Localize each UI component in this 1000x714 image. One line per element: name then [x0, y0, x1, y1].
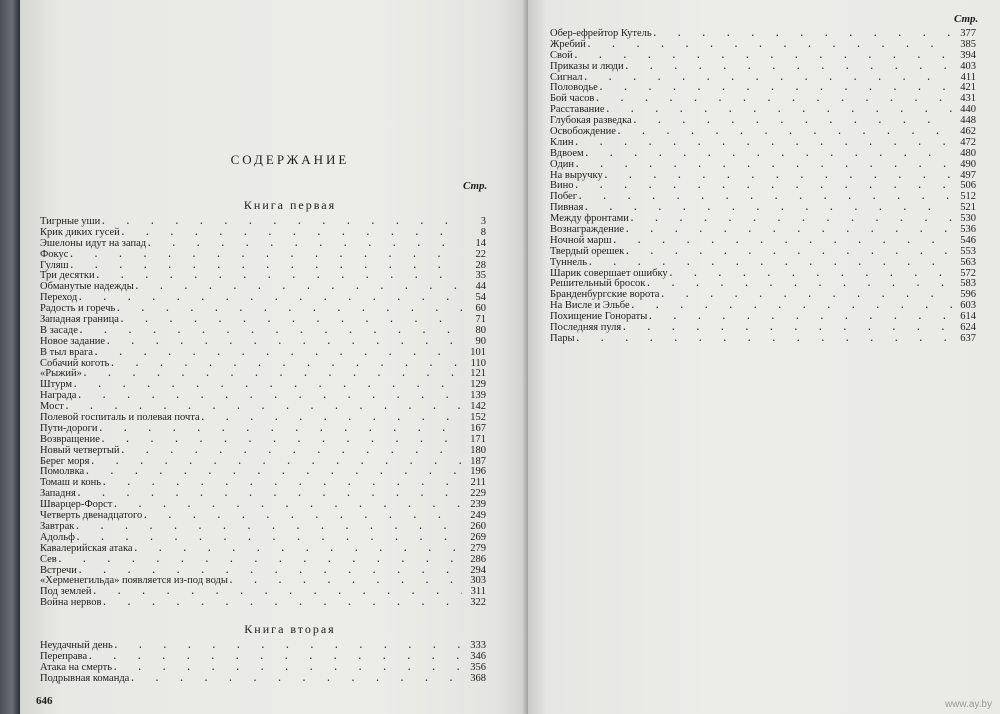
toc-entry-title: Неудачный день [40, 640, 113, 651]
toc-entry [550, 191, 976, 202]
toc-entry-page: 572 [960, 267, 976, 279]
toc-entry-title: Фокус [40, 248, 69, 260]
toc-entry [550, 235, 976, 246]
toc-entry-title: Вино [550, 180, 574, 192]
toc-leader-dots [93, 586, 462, 597]
toc-entry-page: 269 [470, 531, 486, 543]
toc-entry-page: 546 [960, 234, 976, 246]
toc-entry-title: Новый четвертый [40, 444, 120, 456]
toc-entry-title: Шарик совершает ошибку [550, 267, 668, 279]
toc-entry [40, 325, 486, 336]
toc-entry [40, 456, 486, 467]
toc-entry-title: Тигрные уши [40, 216, 101, 227]
toc-entry-page: 411 [960, 71, 976, 83]
toc-entry-page: 462 [960, 126, 976, 138]
toc-leader-dots [585, 202, 952, 213]
toc-entry [40, 597, 486, 608]
toc-leader-dots [634, 115, 952, 126]
toc-entry-page: 286 [470, 553, 486, 565]
toc-entry-page: 448 [960, 115, 976, 127]
toc-entry-title: Жребий [550, 38, 586, 50]
toc-leader-dots [115, 640, 462, 651]
toc-entry [40, 543, 486, 554]
toc-entry-title: Между фронтами [550, 213, 629, 225]
toc-entry-title: Под землей [40, 586, 92, 598]
toc-entry [40, 216, 486, 227]
toc-entry-page: 385 [960, 38, 976, 50]
toc-leader-dots [670, 268, 952, 279]
toc-leader-dots [111, 358, 462, 369]
toc-leader-dots [626, 224, 952, 235]
toc-entry-page: 60 [475, 303, 486, 315]
toc-entry-title: Шварцер-Форст [40, 499, 113, 511]
book-cover-edge [0, 0, 20, 714]
toc-leader-dots [84, 368, 462, 379]
toc-entry-title: Свой [550, 49, 573, 61]
toc-entry-title: Три десятки [40, 270, 95, 282]
toc-leader-dots [576, 180, 953, 191]
toc-entry [40, 336, 486, 347]
toc-entry-page: 90 [475, 335, 486, 347]
toc-leader-dots [59, 554, 462, 565]
toc-entry-page: 142 [470, 401, 486, 413]
toc-entry-title: Пивная [550, 202, 584, 214]
toc-leader-dots [103, 597, 462, 608]
toc-entry-title: Ночной марш [550, 234, 612, 246]
toc-entry-title: Возвращение [40, 433, 100, 445]
toc-leader-dots [79, 292, 462, 303]
toc-entry-page: 54 [475, 292, 486, 304]
toc-entry-page: 167 [470, 422, 486, 434]
toc-entry-title: Клин [550, 136, 574, 148]
toc-entry-title: Бранденбургские ворота [550, 289, 660, 301]
toc-leader-dots [626, 61, 952, 72]
toc-entry-page: 637 [960, 332, 976, 344]
toc-entry-title: Мост [40, 401, 64, 413]
toc-entry-title: В тыл врага [40, 346, 93, 358]
toc-leader-dots [589, 257, 952, 268]
toc-entry-page: 187 [470, 455, 486, 467]
toc-entry-page: 249 [470, 510, 486, 522]
toc-leader-dots [631, 213, 952, 224]
toc-entry-title: Помолвка [40, 466, 85, 478]
toc-entry [40, 673, 486, 684]
toc-entry [550, 213, 976, 224]
toc-leader-dots [103, 477, 462, 488]
toc-entry-page: 403 [960, 60, 976, 72]
toc-entry [550, 289, 976, 300]
toc-entry-title: Половодье [550, 82, 598, 94]
toc-entry-title: Новое задание [40, 335, 106, 347]
toc-entry-title: Гуляш [40, 259, 69, 271]
toc-leader-dots [80, 325, 462, 336]
toc-entry-title: Радость и горечь [40, 303, 116, 315]
toc-entry-page: 431 [960, 93, 976, 105]
toc-leader-dots [117, 303, 462, 314]
toc-leader-dots [121, 314, 462, 325]
toc-entry-title: Переход [40, 292, 78, 304]
toc-entry [40, 466, 486, 477]
toc-entry [550, 159, 976, 170]
toc-leader-dots [114, 662, 462, 673]
toc-entry [550, 72, 976, 83]
toc-entry-title: Переправа [40, 650, 88, 662]
toc-entry [40, 379, 486, 390]
toc-entry [40, 499, 486, 510]
toc-entry [40, 368, 486, 379]
toc-entry [550, 93, 976, 104]
toc-entry-title: Полевой госпиталь и полевая почта [40, 412, 200, 424]
toc-entry [40, 445, 486, 456]
page-column-label-right: Стр. [954, 13, 979, 25]
toc-entry-title: На Висле и Эльбе [550, 300, 630, 312]
toc-leader-dots [92, 456, 462, 467]
toc-leader-dots [102, 216, 462, 227]
toc-leader-dots [588, 39, 952, 50]
toc-entry-title: Встречи [40, 564, 77, 576]
toc-entry-title: «Херменегильда» появляется из-под воды [40, 575, 228, 587]
toc-entry [550, 39, 976, 50]
left-page [20, 0, 528, 714]
toc-leader-dots [202, 412, 462, 423]
toc-entry [550, 333, 976, 344]
toc-leader-dots [136, 281, 462, 292]
toc-entry [40, 434, 486, 445]
toc-leader-dots [77, 532, 462, 543]
toc-entry-title: Глубокая разведка [550, 115, 632, 127]
toc-leader-dots [623, 322, 952, 333]
toc-entry-title: Четверть двенадцатого [40, 510, 143, 522]
toc-leader-dots [626, 246, 952, 257]
toc-entry-page: 322 [470, 597, 486, 609]
toc-entry [550, 137, 976, 148]
toc-entry [550, 224, 976, 235]
toc-entry-title: Обманутые надежды [40, 281, 134, 293]
toc-entry-page: 472 [960, 136, 976, 148]
toc-entry-title: Освобождение [550, 126, 616, 138]
toc-entry-title: Западня [40, 488, 76, 500]
toc-entry [550, 202, 976, 213]
page-number: 646 [36, 695, 53, 707]
toc-entry-page: 14 [475, 237, 486, 249]
toc-entry-page: 80 [475, 324, 486, 336]
toc-leader-dots [95, 347, 462, 358]
toc-entry-title: Вознаграждение [550, 224, 625, 236]
toc-entry [40, 260, 486, 271]
toc-entry-page: 506 [960, 180, 976, 192]
toc-entry-page: 44 [475, 281, 486, 293]
watermark-text: www.ay.by [944, 699, 992, 710]
toc-leader-dots [575, 137, 952, 148]
toc-entry [40, 662, 486, 673]
toc-leader-dots [576, 159, 952, 170]
toc-entry-page: 394 [960, 49, 976, 61]
toc-entry [40, 401, 486, 412]
toc-leader-dots [647, 278, 952, 289]
toc-entry-title: В засаде [40, 324, 78, 336]
toc-entry-title: Завтрак [40, 520, 75, 532]
toc-leader-dots [114, 499, 462, 510]
toc-entry-title: Кавалерийская атака [40, 542, 133, 554]
toc-entry [40, 488, 486, 499]
toc-entry [550, 126, 976, 137]
toc-entry [40, 423, 486, 434]
toc-leader-dots [89, 651, 462, 662]
toc-entry-title: Берег моря [40, 455, 90, 467]
toc-entry-page: 356 [470, 661, 486, 673]
toc-leader-dots [614, 235, 952, 246]
right-page [528, 0, 1000, 714]
toc-entry-page: 180 [470, 444, 486, 456]
toc-entry-page: 196 [470, 466, 486, 478]
toc-entry-page: 22 [475, 248, 486, 260]
toc-leader-dots [107, 336, 462, 347]
toc-entry-page: 139 [470, 390, 486, 402]
toc-entry [40, 640, 486, 651]
toc-entry-page: 377 [960, 28, 976, 39]
toc-entry-title: Сигнал [550, 71, 583, 83]
toc-leader-dots [78, 390, 462, 401]
toc-entry [40, 532, 486, 543]
toc-entry-title: Пары [550, 332, 575, 344]
toc-leader-dots [66, 401, 462, 412]
toc-leader-dots [605, 170, 952, 181]
toc-entry-page: 229 [470, 488, 486, 500]
toc-entry-page: 121 [470, 368, 486, 380]
toc-entry-page: 211 [470, 477, 486, 489]
toc-entry [40, 651, 486, 662]
toc-entry-page: 129 [470, 379, 486, 391]
toc-leader-dots [78, 488, 462, 499]
contents-title: СОДЕРЖАНИЕ [230, 152, 350, 167]
toc-leader-dots [79, 565, 462, 576]
toc-entry-page: 480 [960, 147, 976, 159]
toc-entry [550, 28, 976, 39]
toc-leader-dots [654, 28, 952, 39]
toc-leader-dots [71, 260, 462, 271]
toc-leader-dots [586, 148, 952, 159]
toc-entry-page: 368 [470, 672, 486, 684]
toc-entry [40, 477, 486, 488]
toc-entry-title: На выручку [550, 169, 603, 181]
toc-entry-title: Эшелоны идут на запад [40, 237, 147, 249]
toc-entry-title: Вдвоем [550, 147, 584, 159]
toc-entry [40, 565, 486, 576]
toc-leader-dots [148, 238, 462, 249]
toc-entry [40, 314, 486, 325]
toc-entry-title: Награда [40, 390, 77, 402]
toc-leader-dots [100, 423, 462, 434]
toc-entry-title: Последняя пуля [550, 322, 622, 334]
toc-entry-title: Сев [40, 553, 57, 565]
toc-entry-page: 563 [960, 256, 976, 268]
toc-entry-page: 624 [960, 322, 976, 334]
toc-entry-title: Туннель [550, 256, 588, 268]
toc-entry-page: 346 [470, 650, 486, 662]
toc-entry-page: 490 [960, 158, 976, 170]
toc-entry-title: Похищение Гонораты [550, 311, 648, 323]
toc-entry-page: 8 [480, 226, 486, 238]
toc-entry [40, 412, 486, 423]
toc-entry-page: 3 [480, 216, 486, 227]
toc-entry-title: Один [550, 158, 575, 170]
toc-entry [40, 281, 486, 292]
toc-entry-title: Пути-дороги [40, 422, 98, 434]
toc-entry [40, 358, 486, 369]
toc-entry-title: Приказы и люди [550, 60, 624, 72]
toc-leader-dots [86, 466, 462, 477]
toc-entry-page: 614 [960, 311, 976, 323]
toc-leader-dots [607, 104, 952, 115]
toc-leader-dots [661, 289, 952, 300]
toc-entry-page: 152 [470, 412, 486, 424]
toc-entry [550, 246, 976, 257]
toc-entry-title: Западная граница [40, 314, 119, 326]
toc-entry [40, 521, 486, 532]
toc-entry-page: 521 [960, 202, 976, 214]
toc-entry-title: Побег [550, 191, 578, 203]
toc-entry-title: Крик диких гусей [40, 226, 120, 238]
toc-leader-dots [122, 445, 462, 456]
toc-entry-page: 171 [470, 433, 486, 445]
toc-leader-dots [144, 510, 462, 521]
toc-entry [40, 554, 486, 565]
toc-entry-page: 28 [475, 259, 486, 271]
toc-entry [550, 311, 976, 322]
toc-entry [550, 104, 976, 115]
toc-entry-page: 440 [960, 104, 976, 116]
toc-entry-title: Штурм [40, 379, 73, 391]
toc-leader-dots [579, 191, 952, 202]
toc-entry-page: 101 [470, 346, 486, 358]
toc-leader-dots [131, 673, 462, 684]
toc-entry-page: 71 [475, 314, 486, 326]
toc-entry-page: 536 [960, 224, 976, 236]
toc-entry-title: Адольф [40, 531, 75, 543]
toc-entry-title: Томаш и конь [40, 477, 102, 489]
toc-leader-dots [102, 434, 462, 445]
toc-entry [40, 390, 486, 401]
toc-entry [40, 227, 486, 238]
toc-entry [550, 50, 976, 61]
toc-entry-page: 512 [960, 191, 976, 203]
toc-entry [40, 249, 486, 260]
toc-entry-page: 497 [960, 169, 976, 181]
book2-heading: Книга вторая [244, 622, 336, 636]
toc-entry-page: 421 [960, 82, 976, 94]
toc-entry [550, 115, 976, 126]
toc-entry-title: Обер-ефрейтор Кутель [550, 28, 652, 39]
toc-entry-title: Твердый орешек [550, 245, 625, 257]
toc-entry-page: 279 [470, 542, 486, 554]
toc-entry-page: 583 [960, 278, 976, 290]
page-column-label: Стр. [463, 180, 488, 192]
toc-leader-dots [97, 270, 462, 281]
toc-entry-page: 596 [960, 289, 976, 301]
toc-entry-title: Атака на смерть [40, 661, 113, 673]
toc-entry [40, 292, 486, 303]
toc-entry-page: 333 [470, 640, 486, 651]
toc-leader-dots [76, 521, 462, 532]
right-toc-list [550, 28, 976, 344]
toc-entry [40, 510, 486, 521]
toc-entry [550, 180, 976, 191]
toc-entry-title: Решительный бросок [550, 278, 646, 290]
toc-entry-title: Бой часов [550, 93, 595, 105]
toc-leader-dots [74, 379, 462, 390]
toc-leader-dots [618, 126, 952, 137]
toc-entry [40, 238, 486, 249]
toc-entry [40, 575, 486, 586]
book1-toc-list [40, 216, 486, 608]
toc-leader-dots [230, 575, 462, 586]
toc-entry-page: 530 [960, 213, 976, 225]
toc-entry-page: 311 [470, 586, 486, 598]
toc-entry [550, 268, 976, 279]
toc-leader-dots [70, 249, 462, 260]
toc-entry [550, 300, 976, 311]
toc-entry-title: «Рыжий» [40, 368, 82, 380]
toc-entry [550, 61, 976, 72]
toc-leader-dots [649, 311, 952, 322]
toc-entry-page: 294 [470, 564, 486, 576]
toc-leader-dots [632, 300, 952, 311]
toc-entry [550, 322, 976, 333]
toc-entry [40, 303, 486, 314]
toc-entry [550, 82, 976, 93]
toc-entry-page: 110 [470, 357, 486, 369]
toc-entry-title: Подрывная команда [40, 672, 130, 684]
toc-entry [550, 257, 976, 268]
toc-entry-title: Расставание [550, 104, 605, 116]
toc-leader-dots [596, 93, 952, 104]
toc-entry-page: 260 [470, 520, 486, 532]
toc-leader-dots [135, 543, 462, 554]
toc-entry-page: 553 [960, 245, 976, 257]
toc-entry-title: Собачий коготь [40, 357, 110, 369]
toc-entry-page: 35 [475, 270, 486, 282]
toc-entry-page: 303 [470, 575, 486, 587]
toc-entry-page: 603 [960, 300, 976, 312]
toc-entry [40, 586, 486, 597]
toc-leader-dots [585, 72, 952, 83]
toc-entry [40, 347, 486, 358]
toc-leader-dots [575, 50, 952, 61]
toc-leader-dots [600, 82, 952, 93]
toc-entry-page: 239 [470, 499, 486, 511]
toc-entry-title: Война нервов [40, 597, 102, 609]
toc-leader-dots [577, 333, 952, 344]
toc-entry [550, 278, 976, 289]
toc-entry [550, 148, 976, 159]
book2-toc-list [40, 640, 486, 684]
toc-leader-dots [122, 227, 462, 238]
toc-entry [40, 270, 486, 281]
toc-entry [550, 170, 976, 181]
book1-heading: Книга первая [243, 198, 337, 212]
